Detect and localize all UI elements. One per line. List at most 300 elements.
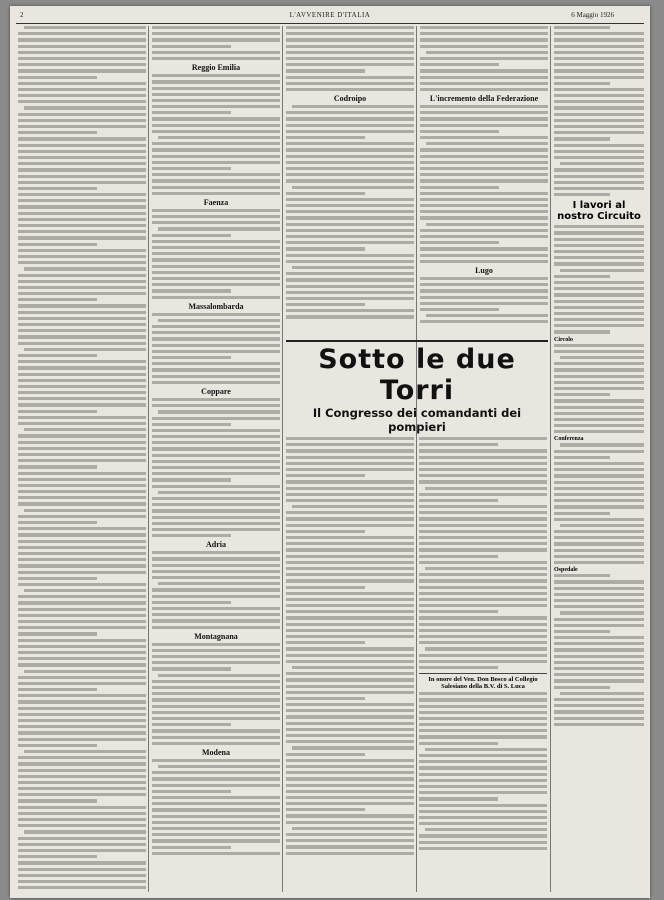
text-line — [286, 462, 414, 465]
text-line — [18, 88, 146, 91]
text-line — [419, 555, 498, 558]
text-line — [419, 586, 547, 589]
section-heading: Faenza — [203, 197, 229, 207]
text-line — [286, 285, 414, 288]
text-line — [420, 63, 499, 66]
feature-article — [286, 340, 548, 858]
text-line — [425, 647, 547, 650]
text-line — [419, 705, 547, 708]
text-line — [18, 676, 146, 679]
text-line — [554, 399, 644, 402]
feature-subheadline: Il Congresso dei comandanti dei pompieri — [312, 406, 522, 434]
text-line — [419, 573, 547, 576]
text-line — [554, 82, 610, 85]
text-line — [554, 293, 644, 296]
text-line — [286, 247, 365, 250]
column-1 — [18, 26, 146, 892]
text-line — [286, 759, 414, 762]
text-line — [419, 610, 498, 613]
text-line — [419, 692, 547, 695]
text-line — [152, 839, 280, 842]
text-line — [554, 113, 644, 116]
text-line — [554, 306, 644, 309]
text-line — [286, 685, 414, 688]
text-line — [18, 608, 146, 611]
text-line — [152, 362, 280, 365]
text-line — [554, 505, 644, 508]
text-line — [18, 793, 146, 796]
text-line — [286, 474, 365, 477]
text-line — [18, 713, 146, 716]
text-line — [419, 742, 498, 745]
text-line — [18, 861, 146, 864]
text-line — [152, 686, 280, 689]
text-line — [420, 105, 548, 108]
text-line — [18, 459, 146, 462]
text-line — [18, 51, 146, 54]
text-line — [286, 493, 414, 496]
text-line — [554, 381, 644, 384]
text-line — [152, 368, 280, 371]
column-2 — [152, 26, 280, 892]
text-line — [554, 468, 644, 471]
text-line — [286, 69, 365, 72]
text-line — [18, 583, 146, 586]
text-line — [554, 624, 644, 627]
text-line — [18, 175, 146, 178]
text-line — [152, 80, 280, 83]
text-line — [560, 692, 644, 695]
text-line — [152, 155, 280, 158]
text-line — [286, 691, 414, 694]
text-line — [18, 837, 146, 840]
text-line — [554, 536, 644, 539]
text-line — [286, 678, 414, 681]
text-line — [554, 593, 644, 596]
text-line — [286, 796, 414, 799]
text-line — [18, 199, 146, 202]
text-line — [286, 592, 414, 595]
text-line — [152, 711, 280, 714]
text-line — [554, 679, 644, 682]
text-line — [419, 623, 547, 626]
text-line — [554, 250, 644, 253]
text-line — [554, 368, 644, 371]
text-line — [152, 626, 280, 629]
text-line — [292, 105, 414, 108]
text-line — [152, 742, 280, 745]
section-heading: Coppare — [201, 386, 231, 396]
text-line — [420, 247, 548, 250]
text-line — [18, 391, 146, 394]
column-rule — [148, 26, 149, 892]
text-line — [18, 700, 146, 703]
text-line — [152, 404, 280, 407]
text-line — [286, 722, 414, 725]
text-line — [286, 272, 414, 275]
text-line — [419, 785, 547, 788]
text-line — [18, 57, 146, 60]
text-line — [286, 142, 414, 145]
text-line — [554, 131, 644, 134]
text-line — [420, 260, 548, 263]
text-line — [419, 592, 547, 595]
text-line — [18, 564, 146, 567]
text-line — [419, 810, 547, 813]
text-line — [152, 485, 280, 488]
text-line — [18, 639, 146, 642]
text-line — [152, 852, 280, 855]
text-line — [286, 241, 414, 244]
text-line — [152, 246, 280, 249]
text-line — [554, 549, 644, 552]
text-line — [18, 571, 146, 574]
text-line — [420, 32, 548, 35]
text-line — [554, 462, 644, 465]
text-line — [426, 51, 548, 54]
text-line — [18, 168, 146, 171]
text-line — [286, 456, 414, 459]
text-line — [158, 582, 280, 585]
text-line — [24, 509, 146, 512]
text-line — [419, 847, 547, 850]
text-line — [419, 499, 498, 502]
text-line — [152, 130, 280, 133]
text-line — [419, 456, 547, 459]
text-line — [286, 808, 365, 811]
text-line — [292, 186, 414, 189]
text-line — [420, 173, 548, 176]
text-line — [18, 434, 146, 437]
text-line — [292, 666, 414, 669]
text-line — [419, 717, 547, 720]
sidebar-headline: I lavori al nostro Circuito — [557, 200, 641, 223]
text-line — [18, 812, 146, 815]
text-line — [554, 156, 644, 159]
text-line — [158, 491, 280, 494]
text-line — [24, 670, 146, 673]
text-line — [554, 300, 644, 303]
text-line — [286, 647, 414, 650]
section-heading: Reggio Emilia — [191, 63, 241, 73]
text-line — [18, 614, 146, 617]
text-line — [152, 613, 280, 616]
text-line — [286, 715, 414, 718]
text-line — [286, 32, 414, 35]
text-line — [420, 76, 548, 79]
text-line — [554, 667, 644, 670]
text-line — [18, 329, 146, 332]
text-line — [419, 666, 498, 669]
text-line — [286, 839, 414, 842]
text-line — [18, 818, 146, 821]
text-line — [18, 775, 146, 778]
text-line — [18, 373, 146, 376]
text-line — [158, 674, 280, 677]
text-line — [286, 76, 414, 79]
text-line — [152, 441, 280, 444]
text-line — [286, 173, 414, 176]
text-line — [419, 822, 547, 825]
text-line — [419, 468, 547, 471]
text-line — [286, 734, 414, 737]
text-line — [286, 63, 414, 66]
text-line — [419, 542, 547, 545]
text-line — [420, 117, 548, 120]
text-line — [419, 530, 547, 533]
text-line — [286, 309, 414, 312]
text-line — [554, 456, 610, 459]
feature-headline: Sotto le due Torri — [318, 344, 516, 406]
text-line — [18, 379, 146, 382]
text-line — [554, 244, 644, 247]
newspaper-page — [10, 6, 650, 898]
text-line — [426, 142, 548, 145]
text-line — [152, 51, 280, 54]
text-line — [420, 277, 548, 280]
text-line — [18, 855, 97, 858]
text-line — [152, 356, 231, 359]
text-line — [152, 607, 280, 610]
text-line — [152, 240, 280, 243]
text-line — [286, 579, 414, 582]
text-line — [152, 846, 231, 849]
text-line — [292, 505, 414, 508]
text-line — [18, 694, 146, 697]
section-heading: L'incremento della Federazione — [429, 94, 539, 104]
text-line — [18, 416, 146, 419]
text-line — [24, 830, 146, 833]
text-line — [425, 567, 547, 570]
text-line — [554, 26, 610, 29]
text-line — [18, 502, 146, 505]
text-line — [554, 530, 644, 533]
text-line — [554, 375, 644, 378]
text-line — [420, 69, 548, 72]
text-line — [420, 216, 548, 219]
text-line — [152, 466, 280, 469]
text-line — [286, 260, 414, 263]
text-line — [152, 649, 280, 652]
text-line — [286, 703, 414, 706]
text-line — [152, 705, 280, 708]
text-line — [18, 688, 97, 691]
text-line — [554, 418, 644, 421]
newspaper-name: L'AVVENIRE D'ITALIA — [289, 11, 371, 19]
text-line — [152, 124, 280, 127]
text-line — [420, 38, 548, 41]
text-line — [18, 131, 97, 134]
sidebar-note: Circolo — [554, 336, 573, 343]
text-line — [554, 630, 610, 633]
text-line — [152, 32, 280, 35]
text-line — [18, 261, 146, 264]
text-line — [18, 546, 146, 549]
text-line — [420, 210, 548, 213]
text-line — [152, 821, 280, 824]
text-line — [286, 771, 414, 774]
text-line — [419, 598, 547, 601]
text-line — [18, 218, 146, 221]
text-line — [152, 478, 231, 481]
text-line — [554, 704, 644, 707]
text-line — [152, 619, 280, 622]
text-line — [554, 137, 610, 140]
text-line — [152, 595, 280, 598]
text-line — [292, 746, 414, 749]
text-line — [554, 574, 610, 577]
text-line — [18, 286, 146, 289]
text-line — [286, 278, 414, 281]
text-line — [152, 784, 280, 787]
text-line — [419, 493, 547, 496]
text-line — [152, 698, 280, 701]
text-line — [152, 161, 280, 164]
text-line — [152, 815, 280, 818]
text-line — [152, 534, 231, 537]
section-heading: Montagnana — [194, 631, 238, 641]
text-line — [554, 231, 644, 234]
text-line — [18, 441, 146, 444]
text-line — [560, 269, 644, 272]
text-line — [18, 447, 146, 450]
text-line — [292, 266, 414, 269]
text-line — [554, 318, 644, 321]
text-line — [554, 481, 644, 484]
text-line — [554, 256, 644, 259]
text-line — [152, 93, 280, 96]
text-line — [24, 267, 146, 270]
text-line — [152, 74, 280, 77]
text-line — [18, 558, 146, 561]
text-line — [554, 430, 644, 433]
text-line — [286, 784, 414, 787]
text-line — [152, 692, 280, 695]
text-line — [18, 181, 146, 184]
text-line — [554, 262, 644, 265]
text-line — [420, 254, 548, 257]
text-line — [18, 707, 146, 710]
text-line — [554, 238, 644, 241]
text-line — [152, 460, 280, 463]
text-line — [420, 111, 548, 114]
text-line — [554, 618, 644, 621]
text-line — [18, 484, 146, 487]
text-line — [420, 198, 548, 201]
text-line — [554, 661, 644, 664]
text-line — [554, 119, 644, 122]
section-heading: Codroipo — [333, 94, 367, 104]
text-line — [554, 387, 644, 390]
text-line — [152, 283, 280, 286]
text-line — [286, 198, 414, 201]
text-line — [286, 660, 414, 663]
text-line — [18, 868, 146, 871]
text-line — [286, 598, 414, 601]
text-line — [152, 167, 231, 170]
masthead — [16, 9, 644, 24]
text-line — [18, 874, 146, 877]
text-line — [18, 243, 97, 246]
text-line — [286, 45, 414, 48]
text-line — [554, 88, 644, 91]
text-line — [286, 511, 414, 514]
text-line — [286, 204, 414, 207]
text-line — [152, 447, 280, 450]
column-rule — [282, 26, 283, 892]
text-line — [554, 487, 644, 490]
text-line — [24, 106, 146, 109]
text-line — [554, 474, 644, 477]
text-line — [152, 277, 280, 280]
text-line — [286, 740, 414, 743]
text-line — [560, 524, 644, 527]
text-line — [419, 561, 547, 564]
text-line — [560, 162, 644, 165]
text-line — [18, 280, 146, 283]
text-line — [18, 230, 146, 233]
text-line — [286, 192, 365, 195]
text-line — [419, 517, 547, 520]
text-line — [18, 76, 97, 79]
text-line — [286, 561, 414, 564]
text-line — [554, 393, 610, 396]
text-line — [152, 296, 280, 299]
text-line — [158, 765, 280, 768]
text-line — [419, 536, 547, 539]
text-line — [286, 443, 414, 446]
text-line — [286, 604, 414, 607]
text-line — [152, 723, 231, 726]
text-line — [286, 82, 414, 85]
text-line — [286, 229, 414, 232]
text-line — [18, 453, 146, 456]
text-line — [18, 725, 146, 728]
text-line — [286, 524, 414, 527]
sidebar-note: Ospedale — [554, 567, 578, 574]
column-3 — [286, 26, 414, 338]
text-line — [286, 629, 414, 632]
text-line — [18, 465, 97, 468]
text-line — [420, 57, 548, 60]
text-line — [554, 717, 644, 720]
text-line — [420, 296, 548, 299]
text-line — [152, 588, 280, 591]
text-line — [152, 215, 280, 218]
text-line — [18, 63, 146, 66]
text-line — [152, 771, 280, 774]
text-line — [554, 275, 610, 278]
text-line — [18, 82, 146, 85]
text-line — [419, 711, 547, 714]
text-line — [420, 124, 548, 127]
text-line — [24, 589, 146, 592]
text-line — [152, 777, 280, 780]
text-line — [18, 515, 146, 518]
text-line — [152, 398, 280, 401]
text-line — [152, 423, 231, 426]
text-line — [554, 175, 644, 178]
text-line — [286, 536, 414, 539]
text-line — [286, 728, 414, 731]
text-line — [152, 57, 280, 60]
text-line — [152, 557, 280, 560]
text-line — [18, 255, 146, 258]
text-line — [152, 497, 280, 500]
text-line — [18, 806, 146, 809]
text-line — [286, 26, 414, 29]
text-line — [286, 672, 414, 675]
